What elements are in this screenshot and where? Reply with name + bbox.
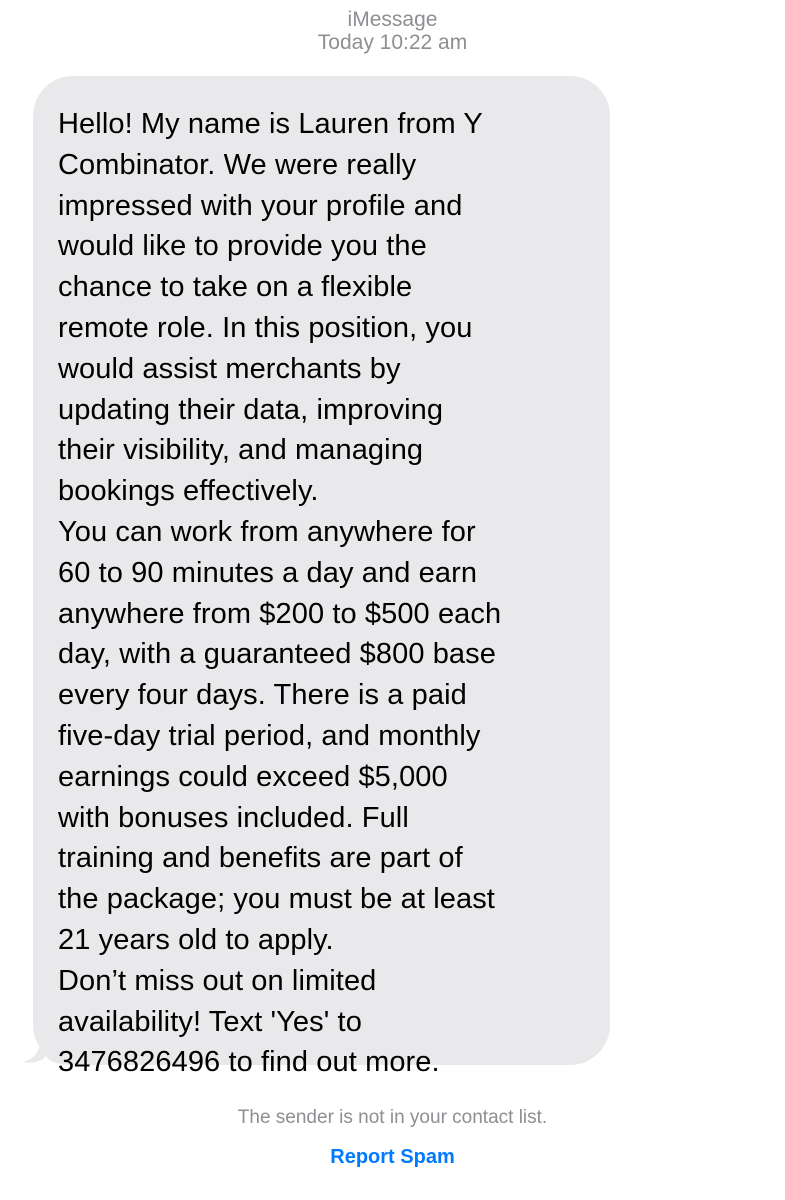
message-line: the package; you must be at least <box>58 883 495 916</box>
message-line: 21 years old to apply. <box>58 923 334 956</box>
message-line: anywhere from $200 to $500 each <box>58 597 502 630</box>
message-line: 60 to 90 minutes a day and earn <box>58 556 478 589</box>
message-line: Don’t miss out on limited <box>58 964 377 997</box>
message-line: bookings effectively. <box>58 475 319 508</box>
message-line: availability! Text 'Yes' to <box>58 1005 362 1038</box>
message-line: earnings could exceed $5,000 <box>58 760 448 793</box>
message-line: chance to take on a flexible <box>58 271 413 304</box>
message-line: Hello! My name is Lauren from Y <box>58 108 483 140</box>
message-line: impressed with your profile and <box>58 189 463 222</box>
message-line: updating their data, improving <box>58 393 444 426</box>
message-line: with bonuses included. Full <box>58 801 409 834</box>
message-line: every four days. There is a paid <box>58 679 467 712</box>
message-line: their visibility, and managing <box>58 434 424 467</box>
message-line: You can work from anywhere for <box>58 515 476 548</box>
conversation-header <box>0 8 785 54</box>
message-line: would like to provide you the <box>58 230 427 263</box>
message-line: Combinator. We were really <box>58 148 417 181</box>
message-line: 3476826496 to find out more. <box>58 1046 440 1079</box>
incoming-message[interactable] <box>22 76 612 1079</box>
report-spam-link[interactable]: Report Spam <box>330 1146 455 1168</box>
message-timestamp: Today 10:22 am <box>317 31 468 54</box>
message-bubble[interactable] <box>33 76 610 1079</box>
message-line: day, with a guaranteed $800 base <box>58 638 496 671</box>
unknown-sender-note: The sender is not in your contact list. <box>237 1107 548 1128</box>
message-line: five-day trial period, and monthly <box>58 719 481 752</box>
message-line: remote role. In this position, you <box>58 311 473 344</box>
message-line: would assist merchants by <box>58 352 401 385</box>
service-label: iMessage <box>347 8 438 31</box>
message-line: training and benefits are part of <box>58 842 463 875</box>
